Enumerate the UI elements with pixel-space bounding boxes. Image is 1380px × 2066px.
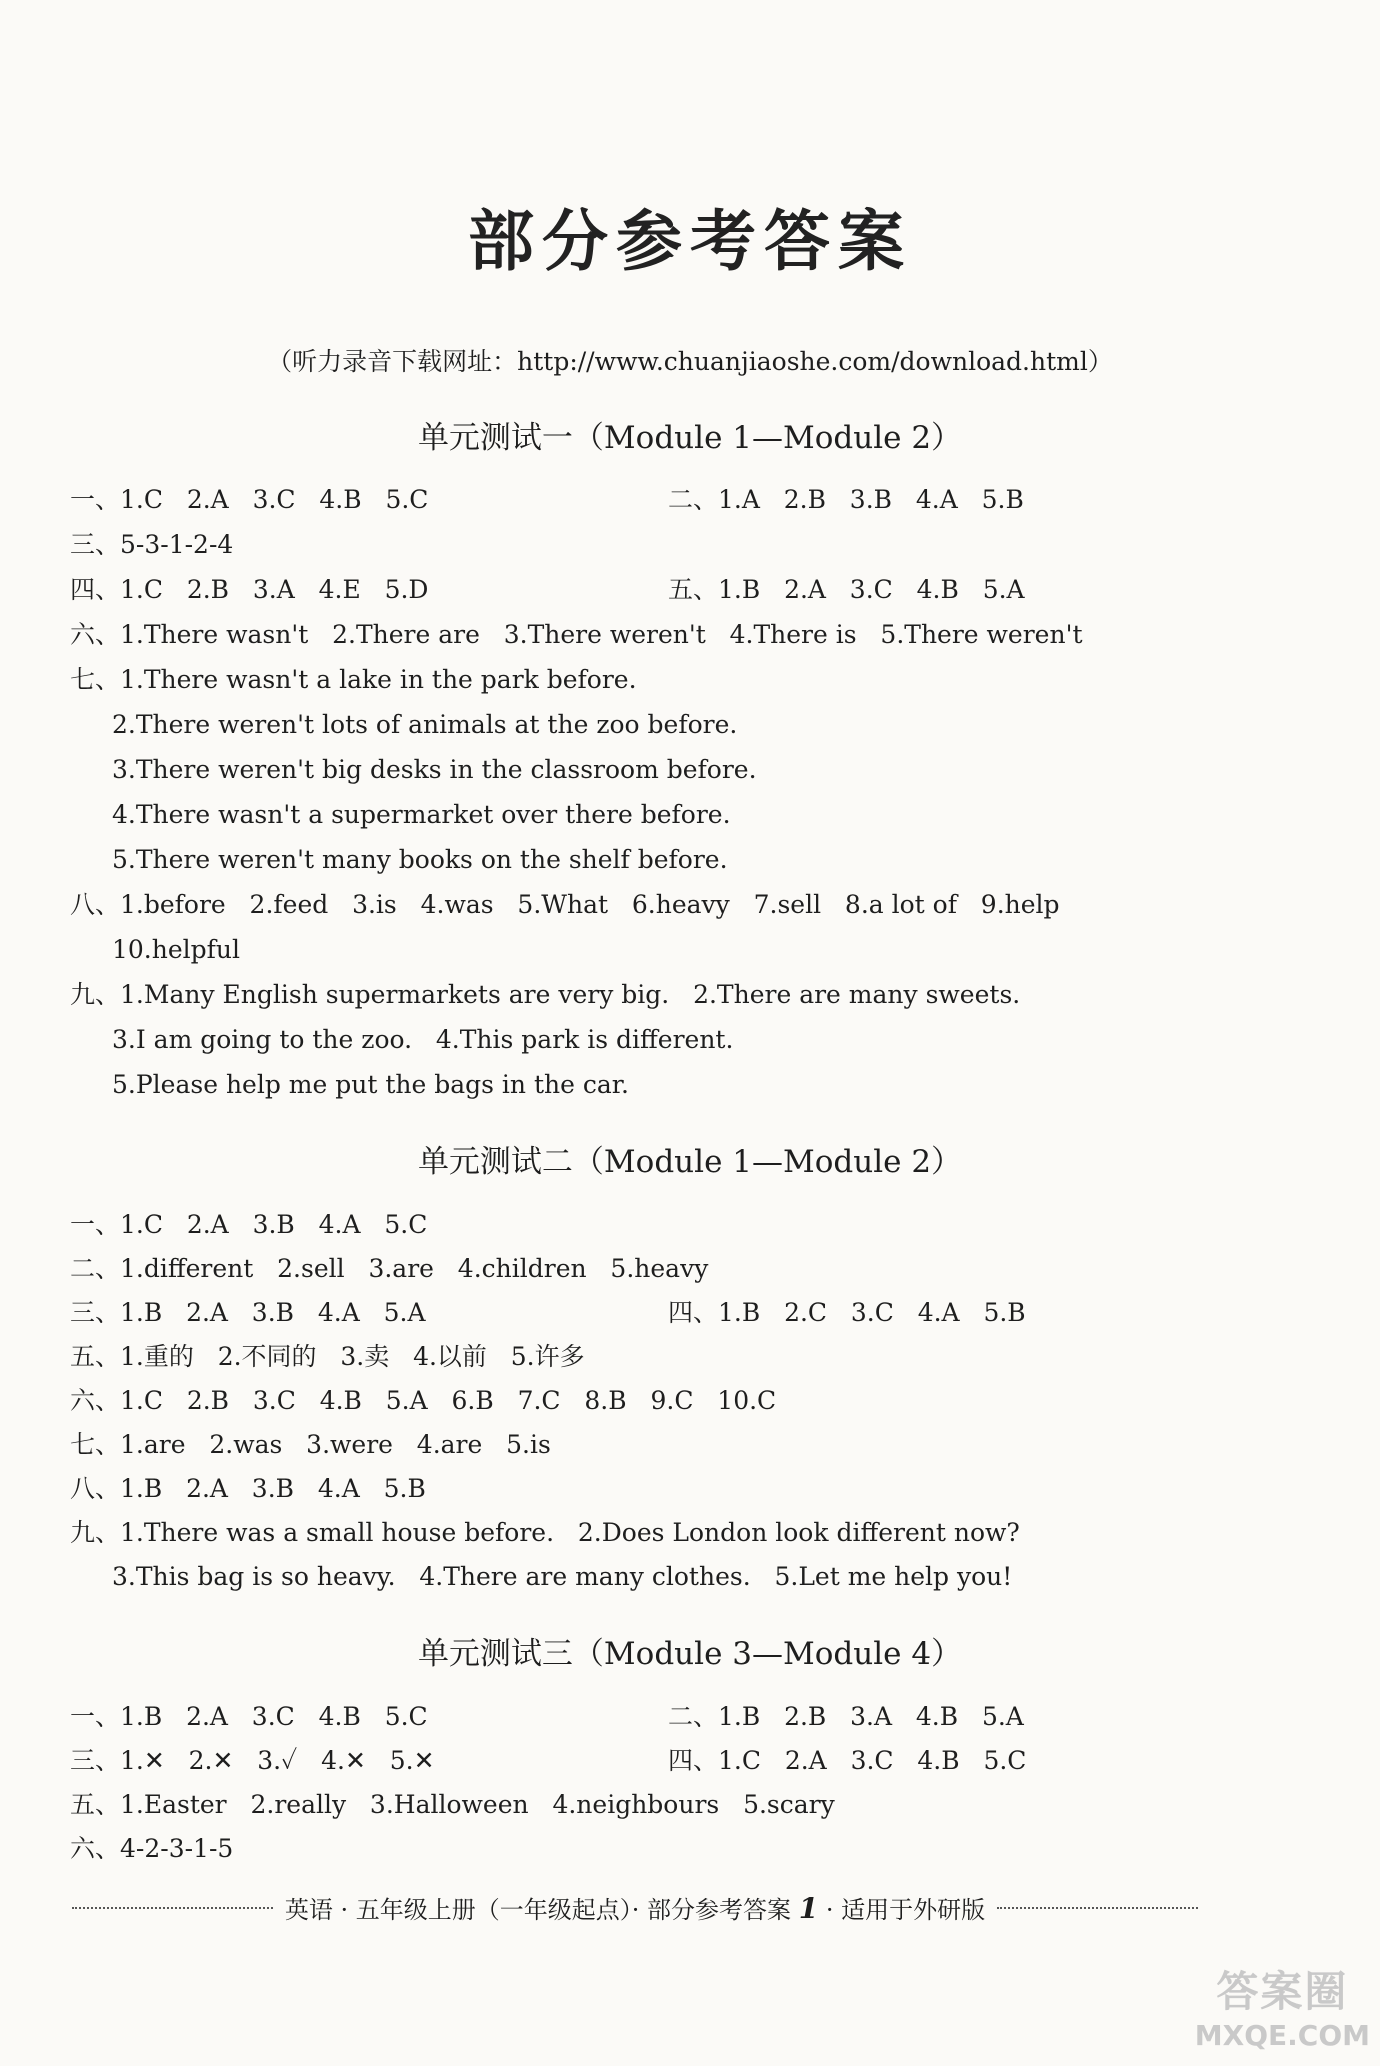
answer-line: 一、1.B 2.A 3.C 4.B 5.C: [70, 1702, 428, 1731]
answer-line: 五、1.B 2.A 3.C 4.B 5.A: [668, 575, 1025, 604]
watermark-logo-text: 答案圈: [1216, 1967, 1349, 2016]
answer-line: 一、1.C 2.A 3.C 4.B 5.C: [70, 485, 429, 514]
answer-line: 3.This bag is so heavy. 4.There are many clothes. 5.Let me help you!: [112, 1562, 1013, 1591]
section-title: 单元测试二（Module 1—Module 2）: [417, 1144, 963, 1180]
answer-line: 四、1.B 2.C 3.C 4.A 5.B: [668, 1298, 1026, 1327]
answer-line: 10.helpful: [112, 935, 241, 964]
answer-line: 三、5-3-1-2-4: [70, 530, 234, 559]
answer-line: 六、1.C 2.B 3.C 4.B 5.A 6.B 7.C 8.B 9.C 10.C: [70, 1386, 777, 1415]
answer-line: 3.I am going to the zoo. 4.This park is different.: [112, 1025, 734, 1054]
answer-line: 七、1.are 2.was 3.were 4.are 5.is: [70, 1430, 551, 1459]
answer-line: 4.There wasn't a supermarket over there before.: [112, 800, 731, 829]
answer-line: 四、1.C 2.A 3.C 4.B 5.C: [668, 1746, 1027, 1775]
answer-line: 二、1.different 2.sell 3.are 4.children 5.heavy: [70, 1254, 709, 1283]
answer-line: 三、1.✕ 2.✕ 3.✓ 4.✕ 5.✕: [70, 1746, 435, 1775]
answer-line: 四、1.C 2.B 3.A 4.E 5.D: [70, 575, 429, 604]
answer-line: 八、1.B 2.A 3.B 4.A 5.B: [70, 1474, 426, 1503]
section-title: 单元测试一（Module 1—Module 2）: [417, 420, 963, 456]
answer-line: 九、1.There was a small house before. 2.Does London look different now?: [70, 1518, 1020, 1547]
answer-line: 七、1.There wasn't a lake in the park before.: [70, 665, 637, 694]
answer-line: 三、1.B 2.A 3.B 4.A 5.A: [70, 1298, 426, 1327]
footer-rule-right: [997, 1907, 1198, 1909]
answer-line: 五、1.重的 2.不同的 3.卖 4.以前 5.许多: [70, 1342, 585, 1371]
answer-line: 二、1.B 2.B 3.A 4.B 5.A: [668, 1702, 1024, 1731]
answer-line: 一、1.C 2.A 3.B 4.A 5.C: [70, 1210, 428, 1239]
footer-left-text: 英语 · 五年级上册（一年级起点）· 部分参考答案: [284, 1896, 792, 1924]
watermark-url: MXQE.COM: [1194, 2019, 1370, 2052]
answer-line: 二、1.A 2.B 3.B 4.A 5.B: [668, 485, 1024, 514]
download-url-note: （听力录音下载网址：http://www.chuanjiaoshe.com/download.html）: [267, 347, 1113, 376]
footer-right-text: · 适用于外研版: [825, 1896, 986, 1924]
page-number: 1: [798, 1892, 819, 1925]
answer-line: 八、1.before 2.feed 3.is 4.was 5.What 6.heavy 7.sell 8.a lot of 9.help: [70, 890, 1060, 919]
answer-line: 六、4-2-3-1-5: [70, 1834, 234, 1863]
answer-line: 五、1.Easter 2.really 3.Halloween 4.neighbours 5.scary: [70, 1790, 835, 1819]
footer-rule-left: [72, 1907, 273, 1909]
answer-line: 2.There weren't lots of animals at the zoo before.: [112, 710, 738, 739]
site-watermark: [1195, 1959, 1370, 2052]
page-footer: [60, 1890, 1210, 1925]
answer-line: 5.There weren't many books on the shelf before.: [112, 845, 728, 874]
answer-line: 六、1.There wasn't 2.There are 3.There weren't 4.There is 5.There weren't: [70, 620, 1083, 649]
answer-line: 3.There weren't big desks in the classroom before.: [112, 755, 757, 784]
footer-text: [285, 1890, 985, 1925]
answer-line: 5.Please help me put the bags in the car.: [112, 1070, 629, 1099]
section-title: 单元测试三（Module 3—Module 4）: [417, 1636, 963, 1672]
answer-line: 九、1.Many English supermarkets are very big. 2.There are many sweets.: [70, 980, 1021, 1009]
page-title: 部分参考答案: [468, 202, 912, 280]
